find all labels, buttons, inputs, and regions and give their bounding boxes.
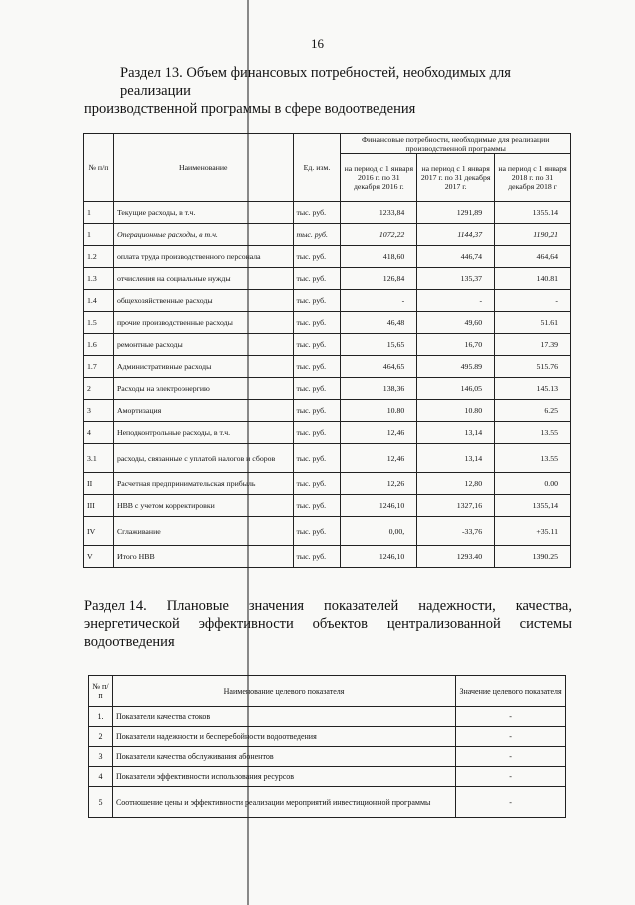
row-name: Текущие расходы, в т.ч.: [113, 202, 293, 224]
row-name: ремонтные расходы: [113, 334, 293, 356]
col-header-period-2016: на период с 1 января 2016 г. по 31 декабря 2016 г.: [341, 154, 417, 202]
table-row: [89, 767, 566, 787]
table-row: [89, 727, 566, 747]
row-name: Расходы на электроэнергию: [113, 378, 293, 400]
row-unit: тыс. руб.: [293, 422, 341, 444]
col-header-name: Наименование: [113, 134, 293, 202]
row-value-2018: 1355.14: [495, 202, 571, 224]
row-name: Амортизация: [113, 400, 293, 422]
row-name: оплата труда производственного персонала: [113, 246, 293, 268]
row-number: II: [84, 473, 114, 495]
table-row: [89, 787, 566, 818]
table-row: [84, 268, 571, 290]
row-value-2016: 1072,22: [341, 224, 417, 246]
row-value-2018: 1190,21: [495, 224, 571, 246]
heading-word: качества,: [515, 598, 572, 614]
row-value-2016: -: [341, 290, 417, 312]
col-header-period-2017: на период с 1 января 2017 г. по 31 декабря 2017 г.: [417, 154, 495, 202]
row-value-2017: 49,60: [417, 312, 495, 334]
row-unit: тыс. руб.: [293, 517, 341, 546]
row-value-2017: 135,37: [417, 268, 495, 290]
row-number: 3: [84, 400, 114, 422]
row-value-2016: 0,00,: [341, 517, 417, 546]
row-name: Операционные расходы, в т.ч.: [113, 224, 293, 246]
row-name: Неподконтрольные расходы, в т.ч.: [113, 422, 293, 444]
row-name: общехозяйственные расходы: [113, 290, 293, 312]
heading-word: показателей: [324, 598, 399, 614]
section14-heading-line1: [84, 597, 572, 615]
col-header-period-2018: на период с 1 января 2018 г. по 31 декабря 2018 г: [495, 154, 571, 202]
row-number: IV: [84, 517, 114, 546]
row-unit: тыс. руб.: [293, 495, 341, 517]
row-value-2016: 12,26: [341, 473, 417, 495]
row-number: 4: [84, 422, 114, 444]
row-number: 1: [84, 202, 114, 224]
heading-word: эффективности: [198, 616, 294, 632]
row-unit: тыс. руб.: [293, 400, 341, 422]
table-row: [84, 312, 571, 334]
target-indicators-table-body: [89, 707, 566, 818]
financial-needs-table-body: [84, 202, 571, 568]
financial-needs-table: [83, 133, 571, 568]
table-row: [89, 747, 566, 767]
row-value-2016: 1246,10: [341, 546, 417, 568]
row-unit: тыс. руб.: [293, 246, 341, 268]
row-number: 1: [84, 224, 114, 246]
target-indicators-table: [88, 675, 566, 818]
row-unit: тыс. руб.: [293, 312, 341, 334]
row-value-2017: 13,14: [417, 444, 495, 473]
col-header-group: Финансовые потребности, необходимые для реализации производственной программы: [341, 134, 571, 154]
row-name: Итого НВВ: [113, 546, 293, 568]
row-value-2018: -: [495, 290, 571, 312]
row-name: Административные расходы: [113, 356, 293, 378]
row-unit: тыс. руб.: [293, 473, 341, 495]
row-value-2016: 1233,84: [341, 202, 417, 224]
row-value-2016: 12,46: [341, 444, 417, 473]
row-value-2017: 12,80: [417, 473, 495, 495]
row-value-2017: 16,70: [417, 334, 495, 356]
row-number: 1.7: [84, 356, 114, 378]
row-value-2018: +35.11: [495, 517, 571, 546]
row-value-2017: 446,74: [417, 246, 495, 268]
row-unit: тыс. руб.: [293, 268, 341, 290]
table-row: [84, 473, 571, 495]
row-value-2016: 46,48: [341, 312, 417, 334]
row-value-2016: 15,65: [341, 334, 417, 356]
heading-word: энергетической: [84, 616, 180, 632]
row-unit: тыс. руб.: [293, 356, 341, 378]
row-value-2016: 10.80: [341, 400, 417, 422]
section13-heading: [84, 64, 584, 118]
row-value-2016: 126,84: [341, 268, 417, 290]
row-value-2017: -33,76: [417, 517, 495, 546]
row-value-2017: 1291,89: [417, 202, 495, 224]
section14-heading: [84, 597, 572, 651]
row-unit: тыс. руб.: [293, 444, 341, 473]
row-name: НВВ с учетом корректировки: [113, 495, 293, 517]
heading-word: Раздел 14.: [84, 598, 147, 614]
row-value-2017: -: [417, 290, 495, 312]
row-unit: тыс. руб.: [293, 546, 341, 568]
row-value-2018: 51.61: [495, 312, 571, 334]
row-number: V: [84, 546, 114, 568]
row-number: 1.5: [84, 312, 114, 334]
heading-word: Плановые: [166, 598, 229, 614]
row-value-2017: 495.89: [417, 356, 495, 378]
row-number: 2: [89, 727, 113, 747]
row-indicator-name: Показатели качества обслуживания абонентов: [112, 747, 455, 767]
table-row: [84, 378, 571, 400]
col-header-indicator-value: Значение целевого показателя: [456, 676, 566, 707]
heading-word: значения: [248, 598, 305, 614]
row-indicator-name: Показатели надежности и бесперебойности водоотведения: [112, 727, 455, 747]
row-indicator-value: -: [456, 707, 566, 727]
row-name: Сглаживание: [113, 517, 293, 546]
row-value-2017: 1293.40: [417, 546, 495, 568]
row-value-2017: 146,05: [417, 378, 495, 400]
row-number: 3: [89, 747, 113, 767]
table-row: [84, 517, 571, 546]
row-number: 2: [84, 378, 114, 400]
row-value-2016: 418,60: [341, 246, 417, 268]
row-number: 1.2: [84, 246, 114, 268]
section13-heading-line2: производственной программы в сфере водоотведения: [84, 101, 416, 117]
table-row: [89, 707, 566, 727]
row-value-2017: 10.80: [417, 400, 495, 422]
row-indicator-value: -: [456, 787, 566, 818]
table-row: [84, 444, 571, 473]
row-unit: тыс. руб.: [293, 224, 341, 246]
row-value-2017: 13,14: [417, 422, 495, 444]
row-number: 5: [89, 787, 113, 818]
row-number: 3.1: [84, 444, 114, 473]
row-unit: тыс. руб.: [293, 378, 341, 400]
row-value-2018: 13.55: [495, 444, 571, 473]
table-row: [84, 334, 571, 356]
row-indicator-value: -: [456, 767, 566, 787]
row-indicator-name: Соотношение цены и эффективности реализации мероприятий инвестиционной программы: [112, 787, 455, 818]
row-number: 1.3: [84, 268, 114, 290]
row-value-2016: 12,46: [341, 422, 417, 444]
row-value-2017: 1327,16: [417, 495, 495, 517]
table-row: [84, 495, 571, 517]
section14-heading-line2: [84, 615, 572, 633]
row-indicator-name: Показатели качества стоков: [112, 707, 455, 727]
row-unit: тыс. руб.: [293, 290, 341, 312]
row-name: расходы, связанные с уплатой налогов и сборов: [113, 444, 293, 473]
row-value-2018: 1355,14: [495, 495, 571, 517]
col-header-unit: Ед. изм.: [293, 134, 341, 202]
row-value-2016: 1246,10: [341, 495, 417, 517]
row-name: Расчетная предпринимательская прибыль: [113, 473, 293, 495]
heading-word: объектов: [312, 616, 368, 632]
row-indicator-name: Показатели эффективности использования ресурсов: [112, 767, 455, 787]
row-value-2018: 17.39: [495, 334, 571, 356]
row-indicator-value: -: [456, 747, 566, 767]
row-number: 4: [89, 767, 113, 787]
heading-word: централизованной: [386, 616, 501, 632]
row-value-2018: 145.13: [495, 378, 571, 400]
row-name: отчисления на социальные нужды: [113, 268, 293, 290]
row-value-2018: 515.76: [495, 356, 571, 378]
heading-word: системы: [519, 616, 572, 632]
row-number: 1.4: [84, 290, 114, 312]
row-indicator-value: -: [456, 727, 566, 747]
col-header-indicator-name: Наименование целевого показателя: [112, 676, 455, 707]
table-row: [84, 290, 571, 312]
col-header-no: № п/п: [89, 676, 113, 707]
row-number: 1.: [89, 707, 113, 727]
table-row: [84, 246, 571, 268]
row-unit: тыс. руб.: [293, 334, 341, 356]
page-number: 16: [311, 36, 324, 51]
row-value-2018: 1390.25: [495, 546, 571, 568]
table-row: [84, 202, 571, 224]
row-value-2018: 13.55: [495, 422, 571, 444]
table-row: [84, 356, 571, 378]
row-number: 1.6: [84, 334, 114, 356]
row-value-2016: 464,65: [341, 356, 417, 378]
row-value-2016: 138,36: [341, 378, 417, 400]
row-value-2017: 1144,37: [417, 224, 495, 246]
row-unit: тыс. руб.: [293, 202, 341, 224]
row-value-2018: 6.25: [495, 400, 571, 422]
table-row: [84, 224, 571, 246]
heading-word: надежности,: [418, 598, 496, 614]
table-row: [84, 546, 571, 568]
table-row: [84, 400, 571, 422]
row-number: III: [84, 495, 114, 517]
col-header-no: № п/п: [84, 134, 114, 202]
section13-heading-line1: Раздел 13. Объем финансовых потребностей, необходимых для реализации: [120, 65, 511, 99]
section14-heading-line3: водоотведения: [84, 634, 175, 650]
row-value-2018: 140.81: [495, 268, 571, 290]
row-name: прочие производственные расходы: [113, 312, 293, 334]
row-value-2018: 464,64: [495, 246, 571, 268]
row-value-2018: 0.00: [495, 473, 571, 495]
table-row: [84, 422, 571, 444]
